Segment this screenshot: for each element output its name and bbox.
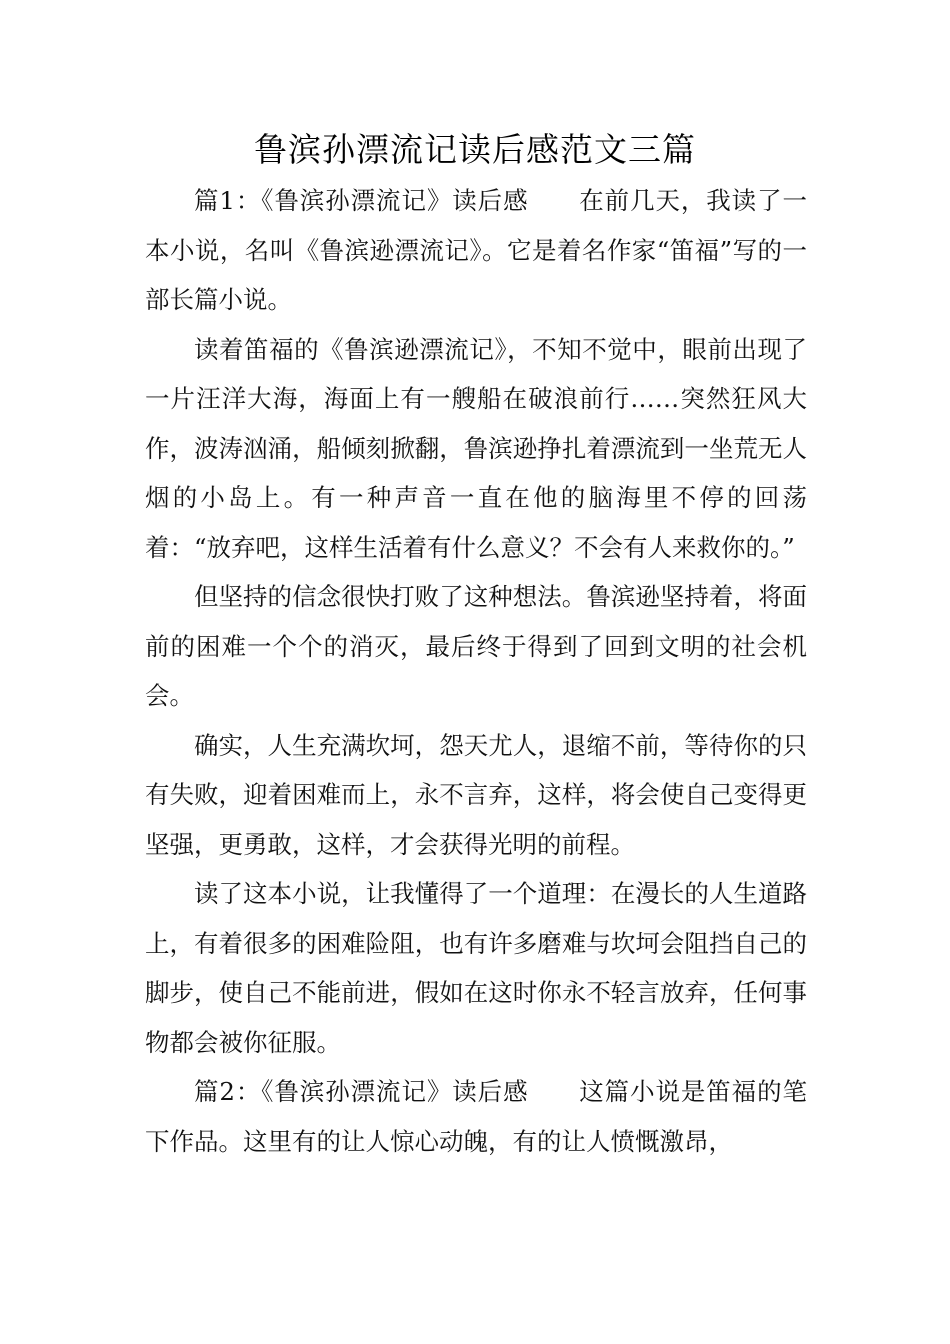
paragraph-5: 读了这本小说，让我懂得了一个道理：在漫长的人生道路上，有着很多的困难险阻，也有许多磨难与坎坷会阻挡自己的脚步，使自己不能前进，假如在这时你永不轻言放弃，任何事物都会被你征服。 [145, 879, 807, 1057]
paragraph-1: 篇1：《鲁滨孙漂流记》读后感 在前几天，我读了一本小说，名叫《鲁滨逊漂流记》。它是着名作家“笛福”写的一部长篇小说。 [145, 186, 807, 314]
document-title: 鲁滨孙漂流记读后感范文三篇 [254, 130, 696, 169]
document-body [145, 176, 807, 1166]
paragraph-6: 篇2：《鲁滨孙漂流记》读后感 这篇小说是笛福的笔下作品。这里有的让人惊心动魄，有的让人愤慨激昂， [145, 1077, 807, 1156]
paragraph-2: 读着笛福的《鲁滨逊漂流记》，不知不觉中，眼前出现了一片汪洋大海，海面上有一艘船在破浪前行……突然狂风大作，波涛汹涌，船倾刻掀翻，鲁滨逊挣扎着漂流到一坐荒无人烟的小岛上。有一种声音一直在他的脑海里不停的回荡着：“放弃吧，这样生活着有什么意义？不会有人来救你的。” [145, 334, 807, 562]
paragraph-3: 但坚持的信念很快打败了这种想法。鲁滨逊坚持着，将面前的困难一个个的消灭，最后终于得到了回到文明的社会机会。 [145, 582, 807, 710]
paragraph-4: 确实，人生充满坎坷，怨天尤人，退缩不前，等待你的只有失败，迎着困难而上，永不言弃，这样，将会使自己变得更坚强，更勇敢，这样，才会获得光明的前程。 [145, 730, 807, 859]
